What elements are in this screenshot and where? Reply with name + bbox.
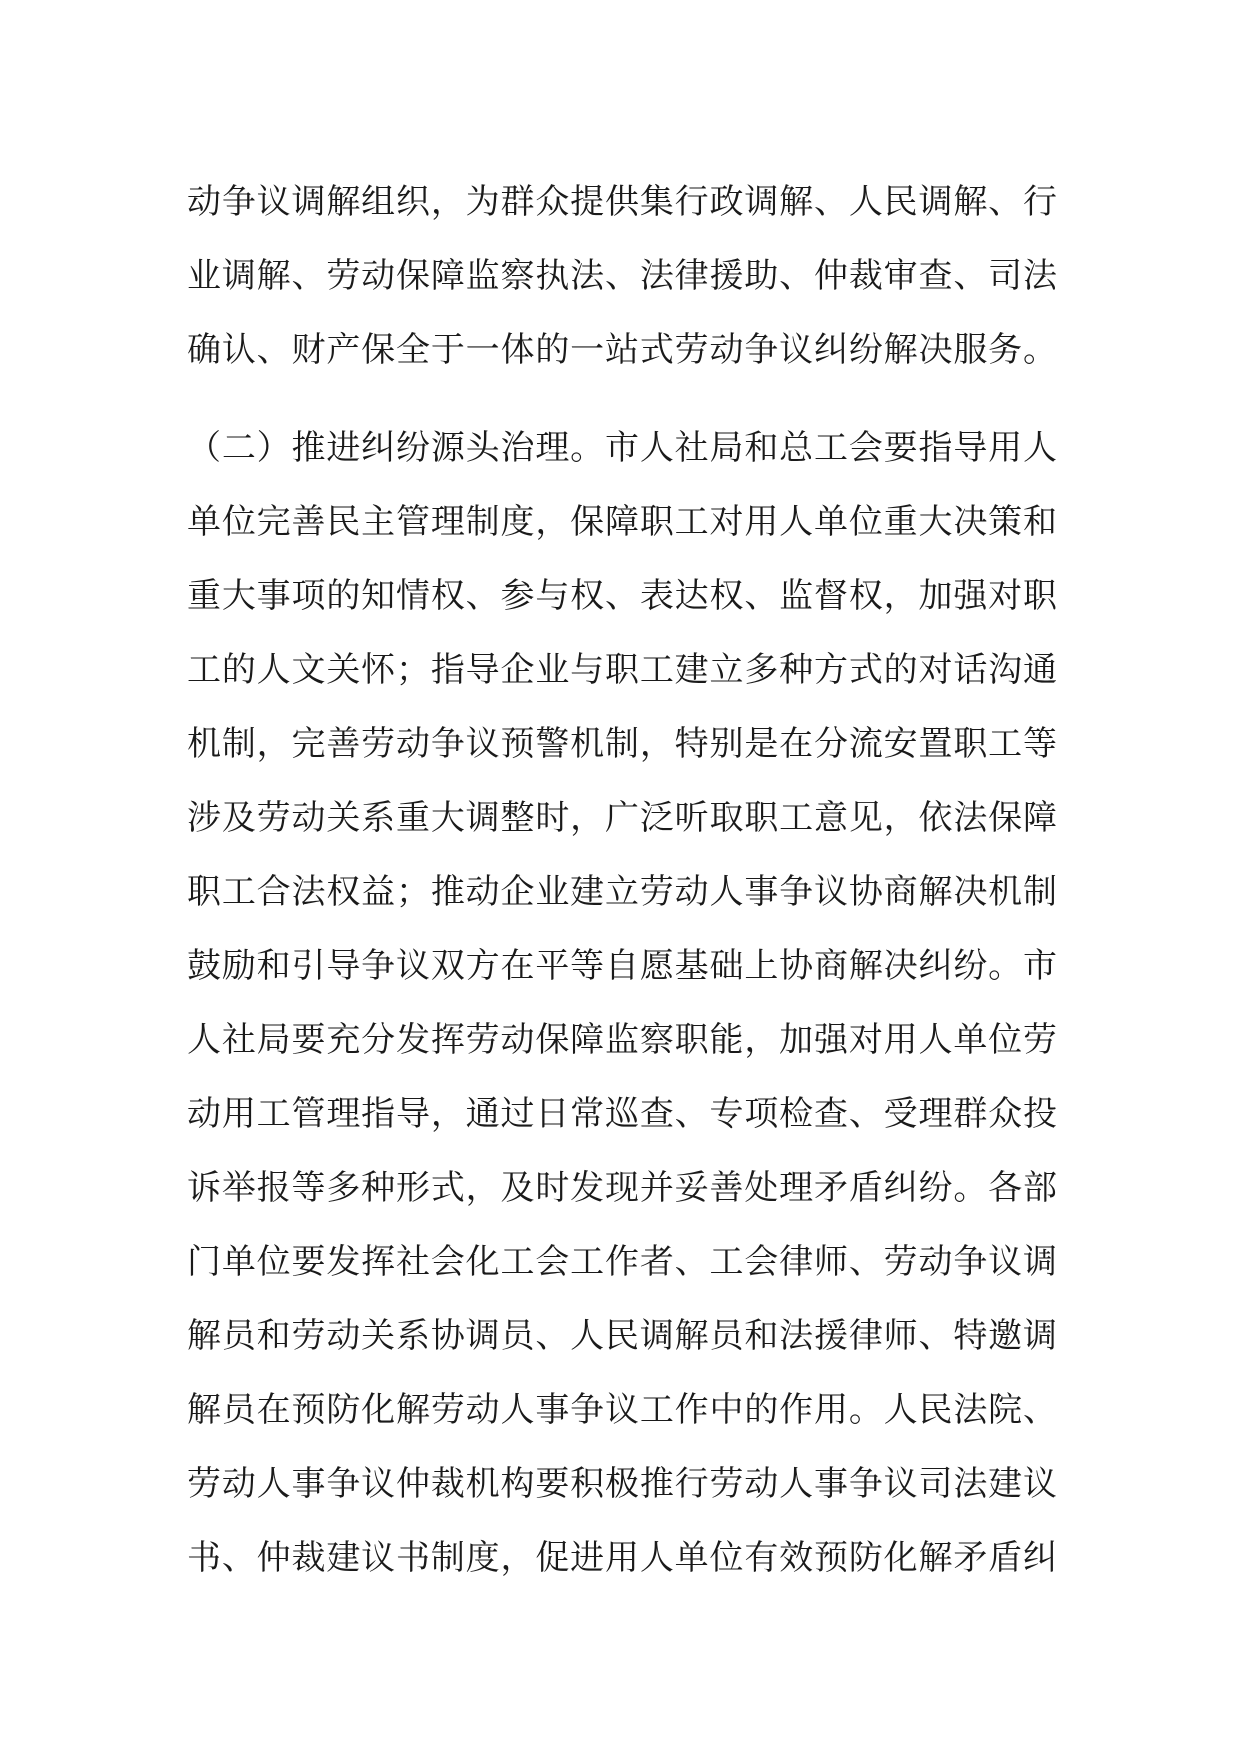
text-line: 动争议调解组织，为群众提供集行政调解、人民调解、行 [187,182,1057,222]
text-line: 业调解、劳动保障监察执法、法律援助、仲裁审查、司法 [187,256,1057,296]
paragraph-2 [187,411,1057,1669]
paragraph-spacer [187,387,1057,411]
text-line: 机制，完善劳动争议预警机制，特别是在分流安置职工等 [187,724,1057,764]
text-line: 涉及劳动关系重大调整时，广泛听取职工意见，依法保障 [187,798,1057,838]
text-line: 人社局要充分发挥劳动保障监察职能，加强对用人单位劳 [187,1020,1057,1060]
text-line: 确认、财产保全于一体的一站式劳动争议纠纷解决服务。 [187,330,1057,370]
text-line: 职工合法权益；推动企业建立劳动人事争议协商解决机制 [187,872,1057,912]
text-line: 解员在预防化解劳动人事争议工作中的作用。人民法院、 [187,1390,1057,1430]
text-line: 工的人文关怀；指导企业与职工建立多种方式的对话沟通 [187,650,1057,690]
text-line: 动用工管理指导，通过日常巡查、专项检查、受理群众投 [187,1094,1057,1134]
text-line: 劳动人事争议仲裁机构要积极推行劳动人事争议司法建议 [187,1464,1057,1504]
text-line: 重大事项的知情权、参与权、表达权、监督权，加强对职 [187,576,1057,616]
text-line: 单位完善民主管理制度，保障职工对用人单位重大决策和 [187,502,1057,542]
text-line: （二）推进纠纷源头治理。市人社局和总工会要指导用人 [187,428,1057,468]
text-line: 解员和劳动关系协调员、人民调解员和法援律师、特邀调 [187,1316,1057,1356]
text-line [187,1595,1057,1669]
text-line: 书、仲裁建议书制度，促进用人单位有效预防化解矛盾纠 [187,1538,1057,1578]
text-line: 门单位要发挥社会化工会工作者、工会律师、劳动争议调 [187,1242,1057,1282]
document-body [187,165,1057,1669]
text-line: 鼓励和引导争议双方在平等自愿基础上协商解决纠纷。市 [187,946,1057,986]
text-line: 诉举报等多种形式，及时发现并妥善处理矛盾纠纷。各部 [187,1168,1057,1208]
paragraph-1 [187,165,1057,387]
